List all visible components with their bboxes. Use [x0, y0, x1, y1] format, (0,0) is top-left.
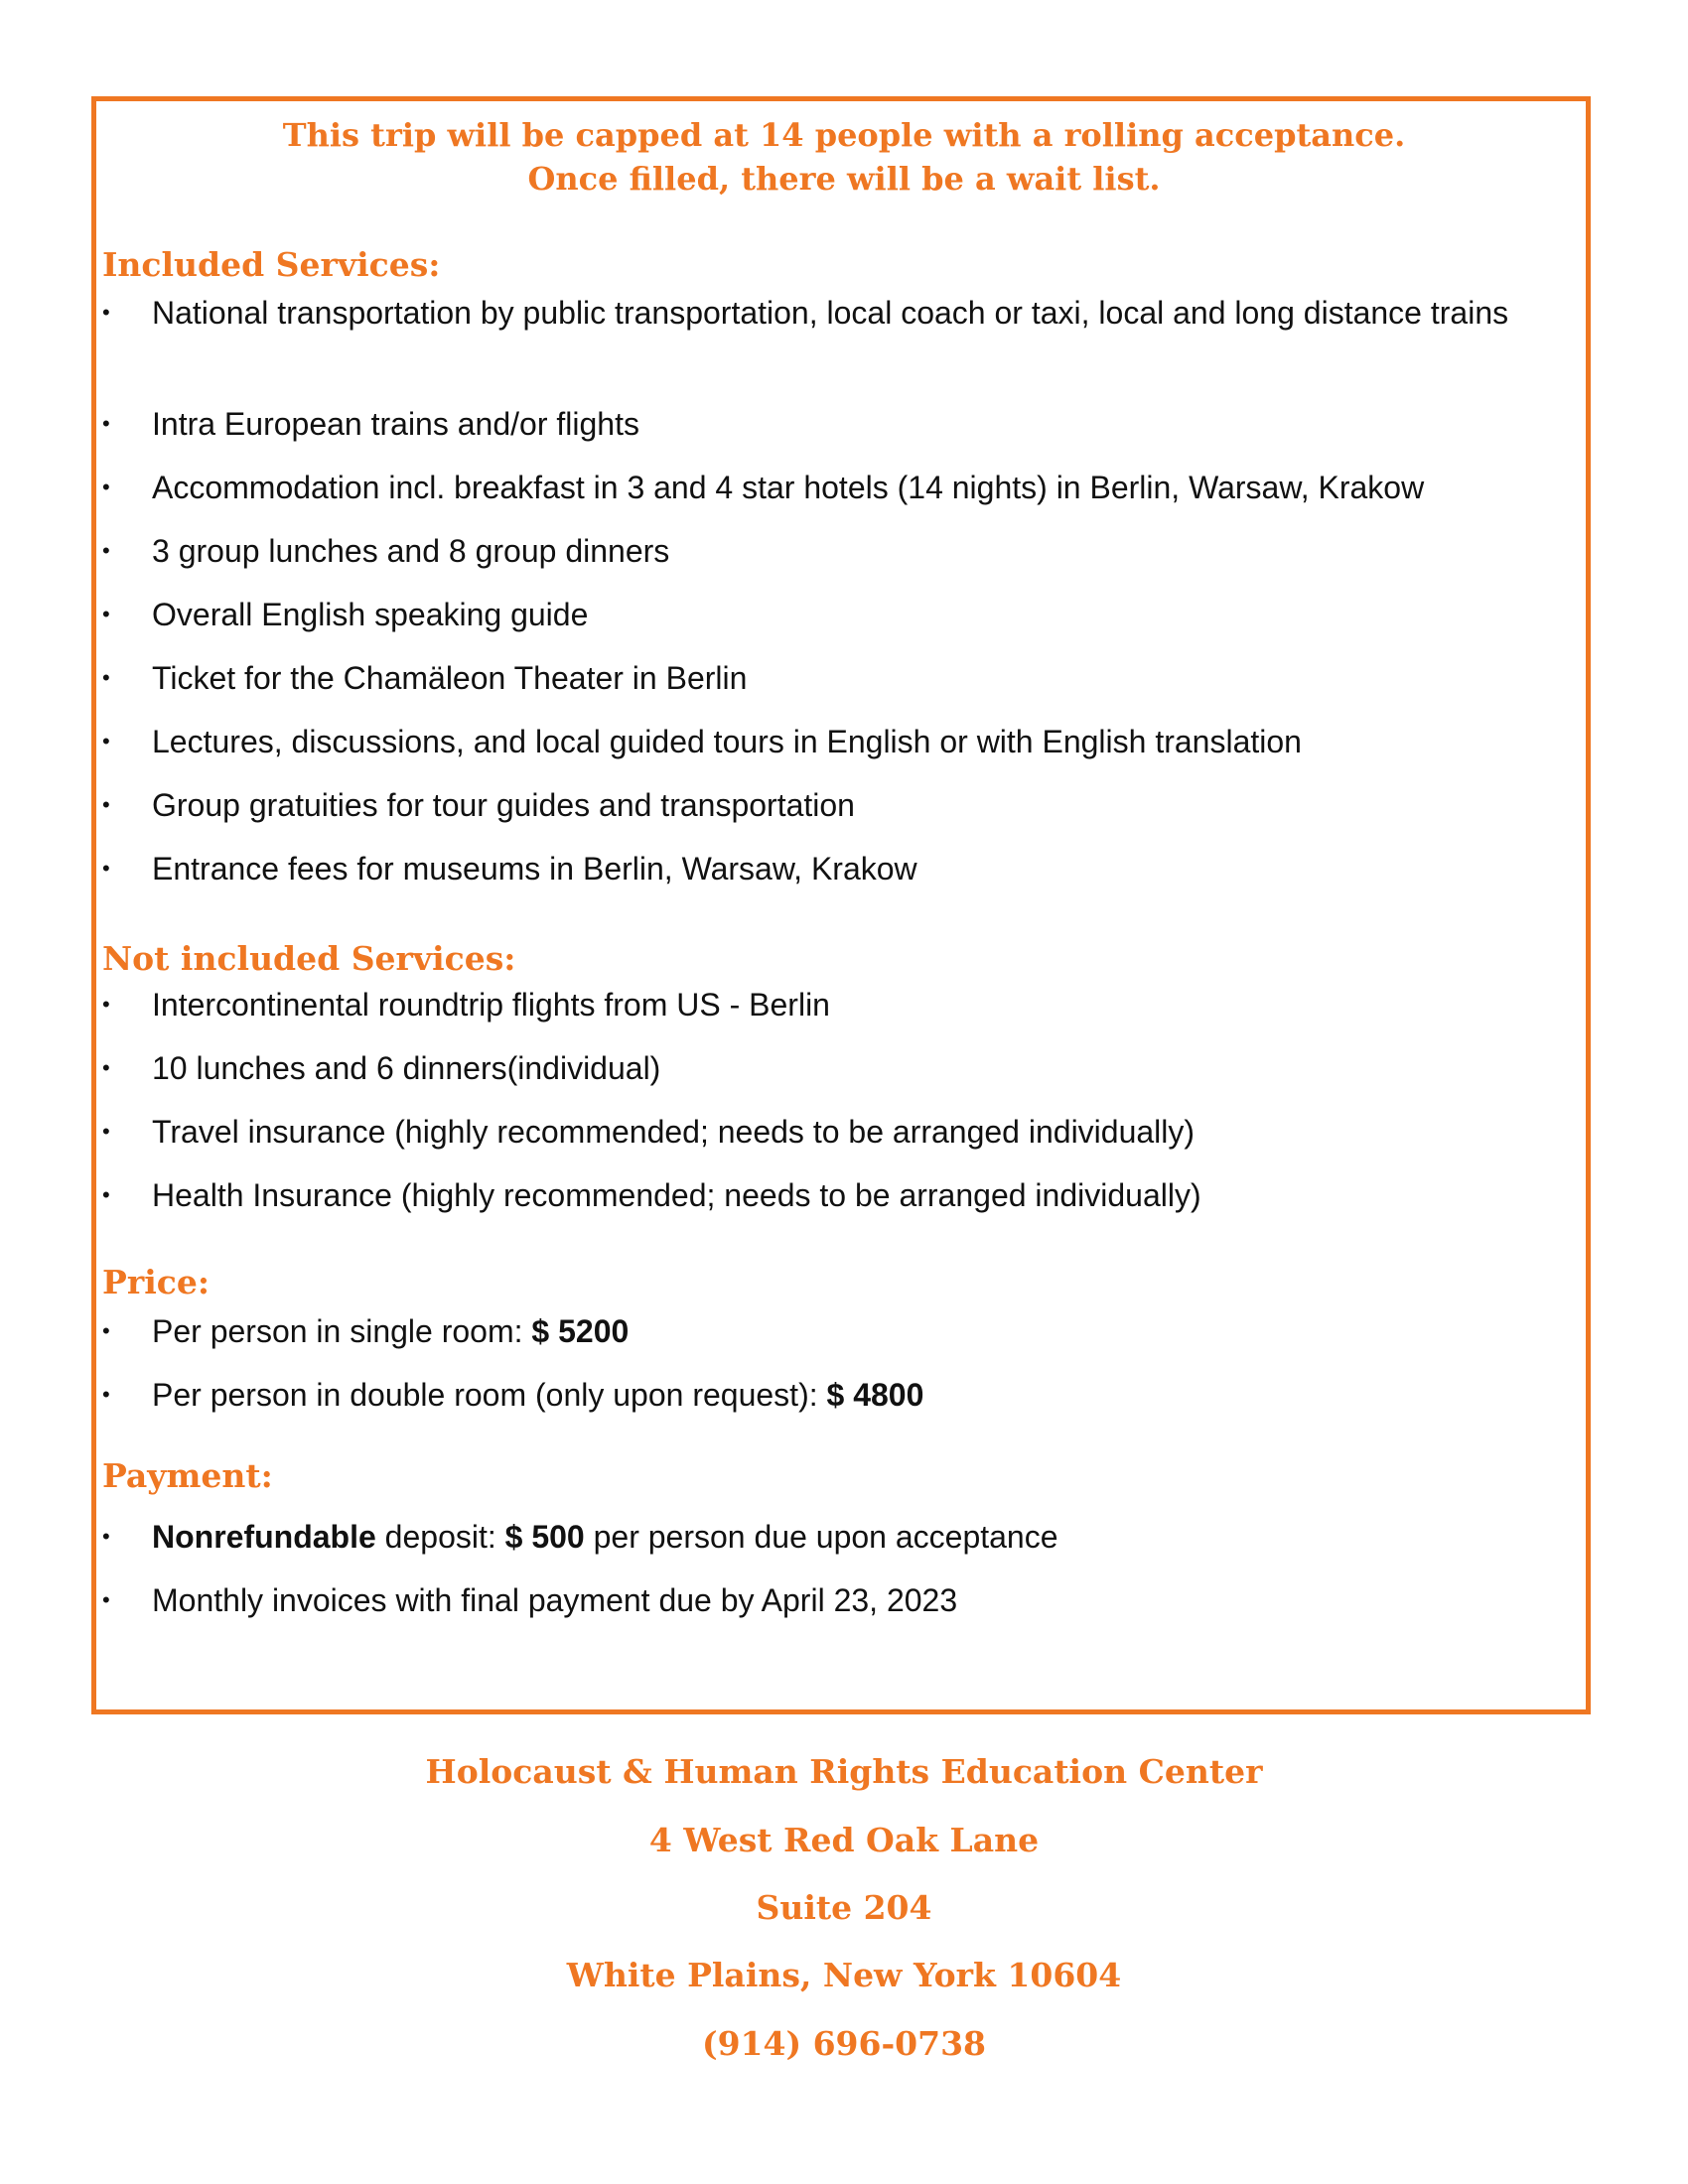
capacity-notice-line-1: This trip will be capped at 14 people with a rolling acceptance. — [282, 116, 1406, 154]
bullet-icon: • — [102, 1318, 110, 1343]
bullet-icon: • — [102, 602, 110, 626]
list-item-text: Lectures, discussions, and local guided tours in English or with English translation — [152, 724, 1302, 759]
bullet-icon: • — [102, 1182, 110, 1207]
deposit-amount: $ 500 — [504, 1519, 585, 1555]
payment-deposit-item — [102, 1513, 1532, 1561]
list-item — [102, 654, 1532, 702]
list-item — [102, 591, 1532, 638]
bullet-icon: • — [102, 1587, 110, 1612]
not-included-services-heading: Not included Services: — [102, 939, 516, 978]
price-single-item — [102, 1307, 1532, 1355]
bullet-icon: • — [102, 992, 110, 1017]
bullet-icon: • — [102, 1055, 110, 1080]
list-item-text: Intercontinental roundtrip flights from US - Berlin — [152, 987, 830, 1023]
list-item-text: Travel insurance (highly recommended; needs to be arranged individually) — [152, 1114, 1196, 1150]
price-heading: Price: — [102, 1263, 211, 1301]
list-item-text: Group gratuities for tour guides and transportation — [152, 787, 855, 823]
list-item-text: 10 lunches and 6 dinners(individual) — [152, 1050, 661, 1086]
deposit-nonrefundable-label: Nonrefundable — [152, 1519, 376, 1555]
list-item — [102, 781, 1532, 829]
price-single-amount: $ 5200 — [531, 1313, 630, 1349]
bullet-icon: • — [102, 856, 110, 881]
payment-monthly-text: Monthly invoices with final payment due by April 23, 2023 — [152, 1582, 958, 1618]
payment-deposit-text — [152, 1513, 1532, 1561]
list-item-text: Intra European trains and/or flights — [152, 406, 639, 442]
list-item — [102, 1108, 1532, 1156]
list-item — [102, 464, 1532, 511]
list-item-text: 3 group lunches and 8 group dinners — [152, 533, 670, 569]
footer-street: 4 West Red Oak Lane — [648, 1821, 1040, 1859]
list-item — [102, 981, 1532, 1028]
deposit-label: deposit: — [375, 1519, 505, 1555]
deposit-suffix: per person due upon acceptance — [584, 1519, 1058, 1555]
info-box-border — [91, 96, 1591, 1714]
price-single-text — [152, 1307, 1532, 1355]
footer-suite: Suite 204 — [756, 1888, 932, 1927]
price-single-label: Per person in single room: — [152, 1313, 532, 1349]
bullet-icon: • — [102, 729, 110, 753]
included-services-heading: Included Services: — [102, 245, 441, 284]
price-double-label: Per person in double room (only upon request): — [152, 1377, 827, 1413]
bullet-icon: • — [102, 538, 110, 563]
list-item — [102, 718, 1532, 765]
bullet-icon: • — [102, 665, 110, 690]
footer-organization: Holocaust & Human Rights Education Center — [425, 1752, 1263, 1791]
list-item — [102, 289, 1532, 337]
bullet-icon: • — [102, 475, 110, 499]
price-double-amount: $ 4800 — [826, 1377, 924, 1413]
payment-heading: Payment: — [102, 1456, 273, 1495]
bullet-icon: • — [102, 792, 110, 817]
footer-city: White Plains, New York 10604 — [566, 1956, 1122, 1994]
list-item — [102, 527, 1532, 575]
list-item-text: Entrance fees for museums in Berlin, Warsaw, Krakow — [152, 851, 917, 887]
list-item — [102, 845, 1532, 892]
payment-monthly-item — [102, 1576, 1532, 1624]
bullet-icon: • — [102, 1119, 110, 1144]
bullet-icon: • — [102, 1382, 110, 1407]
list-item — [102, 400, 1532, 448]
price-double-text — [152, 1371, 1532, 1419]
list-item-text: National transportation by public transportation, local coach or taxi, local and long distance trains — [152, 295, 1509, 331]
bullet-icon: • — [102, 411, 110, 436]
list-item-text: Health Insurance (highly recommended; needs to be arranged individually) — [152, 1177, 1201, 1213]
bullet-icon: • — [102, 1524, 110, 1549]
footer-phone: (914) 696-0738 — [701, 2024, 987, 2063]
list-item-text: Overall English speaking guide — [152, 597, 589, 632]
price-double-item — [102, 1371, 1532, 1419]
list-item-text: Accommodation incl. breakfast in 3 and 4 star hotels (14 nights) in Berlin, Warsaw, Krakow — [152, 470, 1425, 505]
bullet-icon: • — [102, 300, 110, 325]
capacity-notice-line-2: Once filled, there will be a wait list. — [527, 160, 1161, 198]
list-item — [102, 1171, 1532, 1219]
list-item — [102, 1044, 1532, 1092]
list-item-text: Ticket for the Chamäleon Theater in Berlin — [152, 660, 748, 696]
